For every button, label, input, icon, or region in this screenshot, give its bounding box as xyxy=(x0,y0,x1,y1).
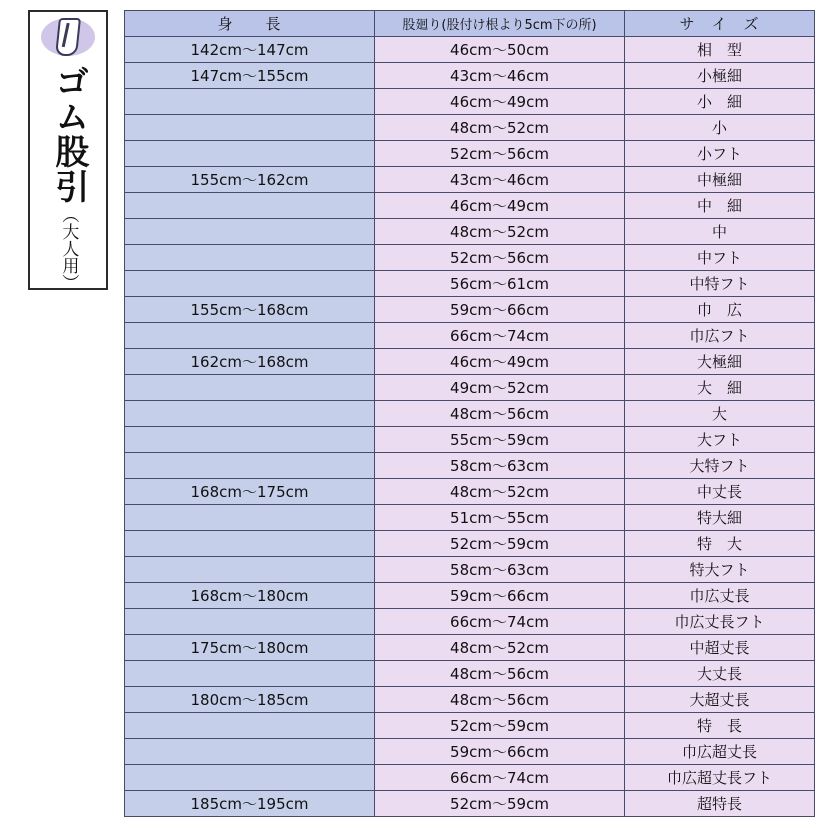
cell-height xyxy=(125,89,375,115)
cell-height: 162cm～168cm xyxy=(125,349,375,375)
cell-thigh: 49cm～52cm xyxy=(375,375,625,401)
cell-size: 中丈長 xyxy=(625,479,815,505)
product-label-panel xyxy=(28,10,108,290)
cell-size: 大 xyxy=(625,401,815,427)
cell-height xyxy=(125,375,375,401)
cell-size: 小 xyxy=(625,115,815,141)
cell-size: 特 大 xyxy=(625,531,815,557)
cell-size: 大超丈長 xyxy=(625,687,815,713)
cell-size: 小極細 xyxy=(625,63,815,89)
cell-thigh: 55cm～59cm xyxy=(375,427,625,453)
cell-height xyxy=(125,765,375,791)
table-row xyxy=(125,791,815,817)
cell-thigh: 46cm～49cm xyxy=(375,349,625,375)
product-subtitle: （大人用） xyxy=(58,206,79,291)
cell-size: 相 型 xyxy=(625,37,815,63)
cell-size: 巾広超丈長フト xyxy=(625,765,815,791)
cell-height: 185cm～195cm xyxy=(125,791,375,817)
table-row xyxy=(125,167,815,193)
cell-height xyxy=(125,141,375,167)
cell-height: 155cm～168cm xyxy=(125,297,375,323)
table-row xyxy=(125,635,815,661)
cell-height xyxy=(125,505,375,531)
cell-thigh: 48cm～52cm xyxy=(375,635,625,661)
column-header-height: 身 長 xyxy=(125,11,375,37)
cell-thigh: 48cm～56cm xyxy=(375,401,625,427)
table-row xyxy=(125,349,815,375)
cell-thigh: 46cm～49cm xyxy=(375,89,625,115)
cell-height xyxy=(125,271,375,297)
table-row xyxy=(125,661,815,687)
table-row xyxy=(125,193,815,219)
brush-glyph xyxy=(55,18,81,56)
cell-size: 中フト xyxy=(625,245,815,271)
cell-size: 特大細 xyxy=(625,505,815,531)
cell-size: 巾広超丈長 xyxy=(625,739,815,765)
table-body xyxy=(125,37,815,817)
cell-size: 巾広フト xyxy=(625,323,815,349)
table-header-row xyxy=(125,11,815,37)
table-row xyxy=(125,115,815,141)
cell-thigh: 48cm～52cm xyxy=(375,219,625,245)
cell-thigh: 58cm～63cm xyxy=(375,453,625,479)
table-row xyxy=(125,427,815,453)
cell-height: 147cm～155cm xyxy=(125,63,375,89)
table-row xyxy=(125,531,815,557)
cell-size: 特 長 xyxy=(625,713,815,739)
cell-height: 168cm～175cm xyxy=(125,479,375,505)
cell-size: 巾広丈長フト xyxy=(625,609,815,635)
cell-size: 特大フト xyxy=(625,557,815,583)
table-row xyxy=(125,713,815,739)
table-row xyxy=(125,479,815,505)
table-row xyxy=(125,401,815,427)
brush-emblem-icon xyxy=(41,18,95,56)
cell-thigh: 66cm～74cm xyxy=(375,765,625,791)
cell-thigh: 48cm～56cm xyxy=(375,687,625,713)
cell-thigh: 59cm～66cm xyxy=(375,739,625,765)
cell-height xyxy=(125,401,375,427)
table-row xyxy=(125,375,815,401)
table-row xyxy=(125,609,815,635)
cell-height xyxy=(125,193,375,219)
table-row xyxy=(125,245,815,271)
table-row xyxy=(125,297,815,323)
table-row xyxy=(125,323,815,349)
table-row xyxy=(125,37,815,63)
cell-thigh: 52cm～56cm xyxy=(375,245,625,271)
cell-height xyxy=(125,713,375,739)
size-table xyxy=(124,10,815,817)
cell-size: 中超丈長 xyxy=(625,635,815,661)
table-row xyxy=(125,765,815,791)
cell-size: 大フト xyxy=(625,427,815,453)
cell-thigh: 43cm～46cm xyxy=(375,63,625,89)
cell-size: 大極細 xyxy=(625,349,815,375)
cell-height xyxy=(125,453,375,479)
product-title: ゴム股引 xyxy=(48,64,89,204)
table-row xyxy=(125,271,815,297)
table-row xyxy=(125,63,815,89)
cell-size: 大丈長 xyxy=(625,661,815,687)
cell-size: 中 細 xyxy=(625,193,815,219)
table-row xyxy=(125,687,815,713)
cell-thigh: 66cm～74cm xyxy=(375,609,625,635)
table-row xyxy=(125,557,815,583)
cell-height: 155cm～162cm xyxy=(125,167,375,193)
cell-thigh: 46cm～50cm xyxy=(375,37,625,63)
cell-size: 大 細 xyxy=(625,375,815,401)
cell-thigh: 56cm～61cm xyxy=(375,271,625,297)
table-row xyxy=(125,219,815,245)
cell-thigh: 48cm～56cm xyxy=(375,661,625,687)
cell-height xyxy=(125,245,375,271)
cell-thigh: 52cm～59cm xyxy=(375,713,625,739)
table-row xyxy=(125,505,815,531)
cell-thigh: 48cm～52cm xyxy=(375,479,625,505)
cell-height: 142cm～147cm xyxy=(125,37,375,63)
column-header-size: サ イ ズ xyxy=(625,11,815,37)
cell-size: 中特フト xyxy=(625,271,815,297)
cell-thigh: 48cm～52cm xyxy=(375,115,625,141)
cell-thigh: 58cm～63cm xyxy=(375,557,625,583)
cell-height xyxy=(125,739,375,765)
cell-size: 小 細 xyxy=(625,89,815,115)
cell-size: 超特長 xyxy=(625,791,815,817)
cell-size: 巾 広 xyxy=(625,297,815,323)
cell-thigh: 66cm～74cm xyxy=(375,323,625,349)
cell-height xyxy=(125,115,375,141)
table-row xyxy=(125,141,815,167)
cell-height xyxy=(125,557,375,583)
cell-height xyxy=(125,427,375,453)
cell-size: 中極細 xyxy=(625,167,815,193)
cell-height xyxy=(125,531,375,557)
cell-size: 大特フト xyxy=(625,453,815,479)
cell-height xyxy=(125,609,375,635)
cell-size: 巾広丈長 xyxy=(625,583,815,609)
table-row xyxy=(125,739,815,765)
table-row xyxy=(125,453,815,479)
table-row xyxy=(125,89,815,115)
column-header-thigh: 股廻り(股付け根より5cm下の所) xyxy=(375,11,625,37)
cell-thigh: 59cm～66cm xyxy=(375,583,625,609)
cell-height xyxy=(125,323,375,349)
cell-height: 168cm～180cm xyxy=(125,583,375,609)
cell-height: 175cm～180cm xyxy=(125,635,375,661)
cell-thigh: 59cm～66cm xyxy=(375,297,625,323)
cell-thigh: 43cm～46cm xyxy=(375,167,625,193)
table-row xyxy=(125,583,815,609)
cell-thigh: 52cm～56cm xyxy=(375,141,625,167)
cell-thigh: 46cm～49cm xyxy=(375,193,625,219)
cell-thigh: 52cm～59cm xyxy=(375,531,625,557)
cell-size: 中 xyxy=(625,219,815,245)
cell-height: 180cm～185cm xyxy=(125,687,375,713)
table-header xyxy=(125,11,815,37)
cell-size: 小フト xyxy=(625,141,815,167)
cell-thigh: 52cm～59cm xyxy=(375,791,625,817)
cell-height xyxy=(125,219,375,245)
cell-thigh: 51cm～55cm xyxy=(375,505,625,531)
cell-height xyxy=(125,661,375,687)
